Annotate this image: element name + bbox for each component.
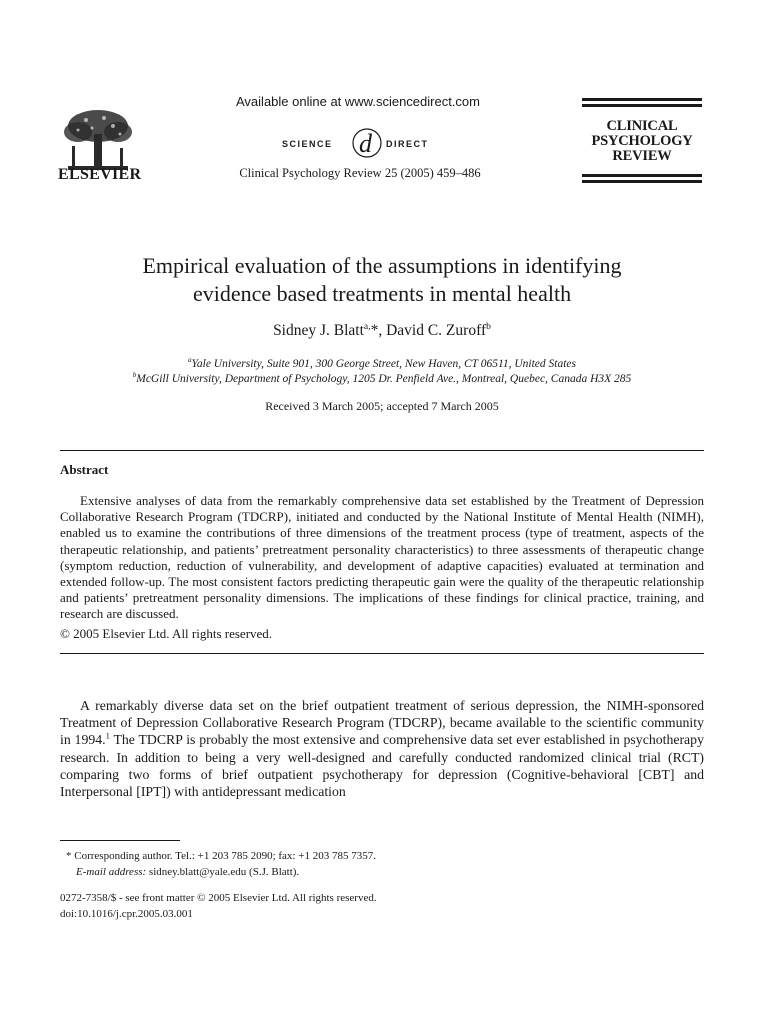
footnote-rule: [60, 840, 180, 841]
svg-text:d: d: [359, 129, 372, 158]
title-line-2: evidence based treatments in mental health: [192, 281, 572, 306]
journal-logo-top-rule-2: [582, 104, 702, 107]
affiliation-b-text: McGill University, Department of Psychology, 1205 Dr. Penfield Ave., Montreal, Quebec, Canada H3X 285: [136, 373, 632, 385]
sd-right-text: DIRECT: [386, 139, 429, 149]
affiliation-a-text: Yale University, Suite 901, 300 George Street, New Haven, CT 06511, United States: [191, 358, 577, 370]
journal-logo-title: [582, 119, 702, 164]
journal-logo-bottom-rule: [582, 174, 702, 177]
abstract-top-rule: [60, 450, 704, 451]
abstract-heading: Abstract: [60, 462, 109, 477]
body-paragraph-1-part-b: The TDCRP is probably the most extensive and comprehensive data set ever established in psychotherapy research. In addition to being a very well-designed and carefully conducted randomized clinical trial (RCT) comparing two forms of brief outpatient psychotherapy for depression (Cognitive-behavioral [CBT] and Interpersonal [IPT]) with antidepressant medication: [60, 732, 704, 800]
author-1-affiliation-mark: a,: [363, 320, 371, 332]
author-separator: ,: [378, 322, 387, 339]
abstract-text: Extensive analyses of data from the remarkably comprehensive data set established by the Treatment of Depression Collaborative Research Program (TDCRP), initiated and conducted by the National Institute of Mental Health (NIMH), enabled us to examine the contributions of three dimensions of the treatment process (type of treatment, aspects of the therapeutic relationship, and patients’ pretreatment personality characteristics) to three assessments of therapeutic change (symptom reduction, reduction of vulnerability, and development of adaptive capacities) evaluated at termination and extended follow-up. The most consistent factors predicting therapeutic gain were the quality of the therapeutic relationship and patients’ pretreatment personality dimensions. The implications of these findings for clinical practice, training, and research are discussed.: [60, 493, 704, 622]
affiliation-b-mark: b: [132, 371, 137, 380]
email-text: sidney.blatt@yale.edu (S.J. Blatt).: [146, 866, 300, 878]
issn-line: 0272-7358/$ - see front matter © 2005 Elsevier Ltd. All rights reserved.: [60, 892, 377, 904]
sciencedirect-d-icon: [282, 125, 452, 161]
body-paragraph-1: [60, 697, 704, 800]
affiliation-a: [60, 358, 704, 370]
abstract-bottom-rule: [60, 653, 704, 654]
journal-logo: [582, 98, 702, 183]
footnote-contact-text: Corresponding author. Tel.: +1 203 785 2090; fax: +1 203 785 7357.: [71, 850, 376, 862]
abstract-copyright: © 2005 Elsevier Ltd. All rights reserved.: [60, 626, 273, 641]
footnote-email: [76, 866, 299, 878]
sd-left-text: SCIENCE: [282, 139, 333, 149]
footnote-corresponding-author: [66, 850, 376, 862]
affiliation-a-mark: a: [187, 356, 192, 365]
body-paragraph-1-part-a: A remarkably diverse data set on the brief outpatient treatment of serious depression, the NIMH-sponsored Treatment of Depression Collaborative Research Program (TDCRP), became available to the scientific community in 1994.: [60, 698, 704, 748]
journal-logo-top-rule: [582, 98, 702, 101]
title-line-1: Empirical evaluation of the assumptions in identifying: [142, 253, 622, 278]
article-title: [60, 252, 704, 308]
journal-logo-line3: REVIEW: [612, 148, 672, 164]
available-online-text: Available online at www.sciencedirect.com: [236, 94, 480, 109]
doi-line: doi:10.1016/j.cpr.2005.03.001: [60, 908, 193, 920]
author-1-star: *: [370, 322, 379, 339]
author-list: [60, 322, 704, 340]
journal-reference: Clinical Psychology Review 25 (2005) 459–486: [239, 166, 481, 180]
publisher-name: ELSEVIER: [58, 166, 142, 183]
journal-logo-bottom-rule-2: [582, 180, 702, 183]
journal-logo-line2: PSYCHOLOGY: [591, 133, 693, 149]
author-1: Sidney J. Blatt: [273, 322, 364, 339]
journal-logo-line1: CLINICAL: [606, 118, 678, 134]
author-2-affiliation-mark: b: [486, 320, 491, 332]
affiliation-b: [60, 373, 704, 385]
footnote-ref-1: 1: [105, 730, 110, 741]
sciencedirect-logo: [282, 125, 452, 161]
author-2: David C. Zuroff: [386, 322, 487, 339]
footnote-star: *: [66, 850, 72, 862]
received-dates: Received 3 March 2005; accepted 7 March 2005: [265, 399, 499, 413]
email-label: E-mail address:: [76, 866, 147, 878]
